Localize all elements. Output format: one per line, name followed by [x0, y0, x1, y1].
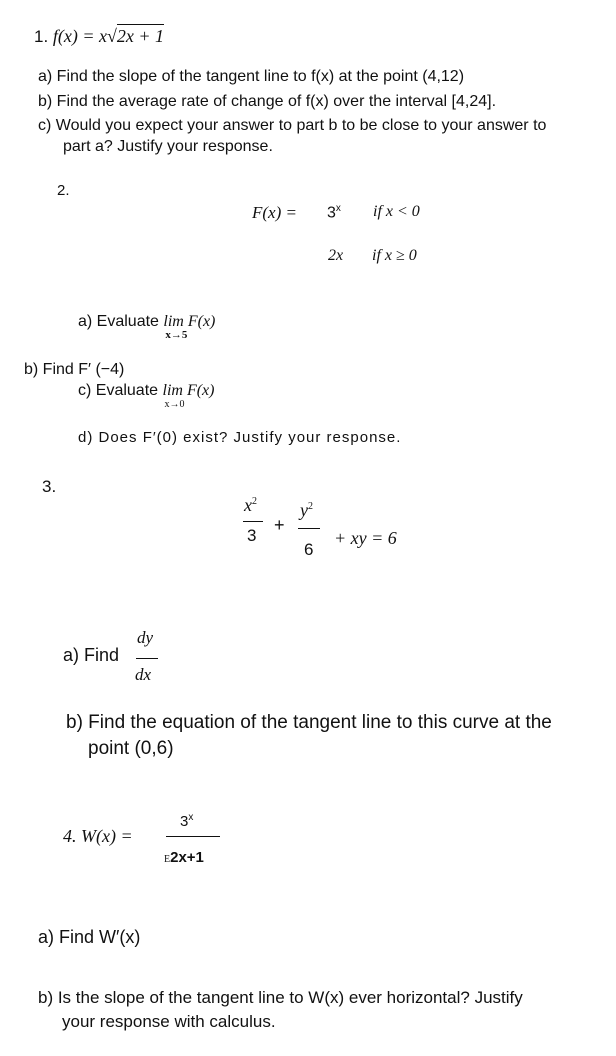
q3-number: 3.	[42, 477, 57, 496]
q2-part-c-label: c) Evaluate	[78, 382, 159, 399]
q2-part-c-limit: lim F(x) x→0	[162, 382, 215, 410]
q2-part-a-limit: lim F(x) x→5	[163, 313, 216, 341]
q1-heading	[34, 26, 164, 47]
q4-numerator: 3$^x$	[180, 812, 194, 830]
q4-part-a: a) Find W′(x)	[38, 927, 141, 947]
q2-part-c-limit-subscript: x→0	[164, 399, 185, 410]
q4-fraction-bar	[166, 836, 220, 837]
q3-part-b-line1: b) Find the equation of the tangent line to this curve at the	[66, 712, 552, 733]
q2-part-c	[78, 382, 215, 410]
q3-part-b-line2: point (0,6)	[88, 738, 174, 759]
q3-eq-denominator2: 6	[304, 540, 314, 559]
q1-part-c-line2: part a? Justify your response.	[63, 138, 273, 155]
q4-function-label: 4. W(x) =	[63, 826, 133, 846]
q3-eq-fraction-bar2	[298, 528, 320, 529]
q2-part-b: b) Find F′ (−4)	[24, 361, 125, 378]
q1-radicand: 2x + 1	[116, 26, 165, 46]
q3-part-a-denominator: dx	[135, 665, 152, 684]
q3-eq-numerator1: $x^2$	[244, 495, 257, 515]
q2-piece2-expression: 2x	[328, 247, 344, 264]
q3-eq-plus: +	[274, 515, 285, 535]
q1-function-lhs: f(x) = x√	[52, 26, 117, 46]
q2-part-a-label: a) Evaluate	[78, 313, 159, 330]
q2-part-d: d) Does F′(0) exist? Justify your response.	[78, 429, 402, 446]
q2-number: 2.	[57, 182, 70, 199]
q4-denominator: E2x+1	[164, 849, 204, 866]
q1-number: 1.	[34, 27, 49, 46]
q3-eq-numerator2: $y^2$	[300, 500, 313, 520]
q2-part-a	[78, 313, 216, 341]
q2-piece1-expression: 3$^x$	[327, 203, 341, 222]
q4-part-b-line1: b) Is the slope of the tangent line to W(x) ever horizontal? Justify	[38, 988, 523, 1007]
q2-piece2-condition: if x ≥ 0	[372, 247, 417, 264]
q2-part-a-limit-subscript: x→5	[165, 329, 188, 341]
q3-eq-rest: + xy = 6	[334, 528, 397, 548]
q3-part-a-numerator: dy	[137, 628, 154, 647]
q3-part-a-fraction-bar	[136, 658, 158, 659]
q1-part-b: b) Find the average rate of change of f(x) over the interval [4,24].	[38, 93, 497, 110]
q1-part-c-line1: c) Would you expect your answer to part b to be close to your answer to	[38, 117, 547, 134]
q2-piece1-condition: if x < 0	[373, 203, 420, 220]
q1-part-a: a) Find the slope of the tangent line to f(x) at the point (4,12)	[38, 68, 465, 85]
q3-eq-denominator1: 3	[247, 526, 257, 545]
q3-part-a-label: a) Find	[63, 645, 120, 665]
q4-part-b-line2: your response with calculus.	[62, 1012, 276, 1031]
q3-eq-fraction-bar1	[243, 521, 263, 522]
q2-function-name: F(x) =	[252, 203, 297, 222]
